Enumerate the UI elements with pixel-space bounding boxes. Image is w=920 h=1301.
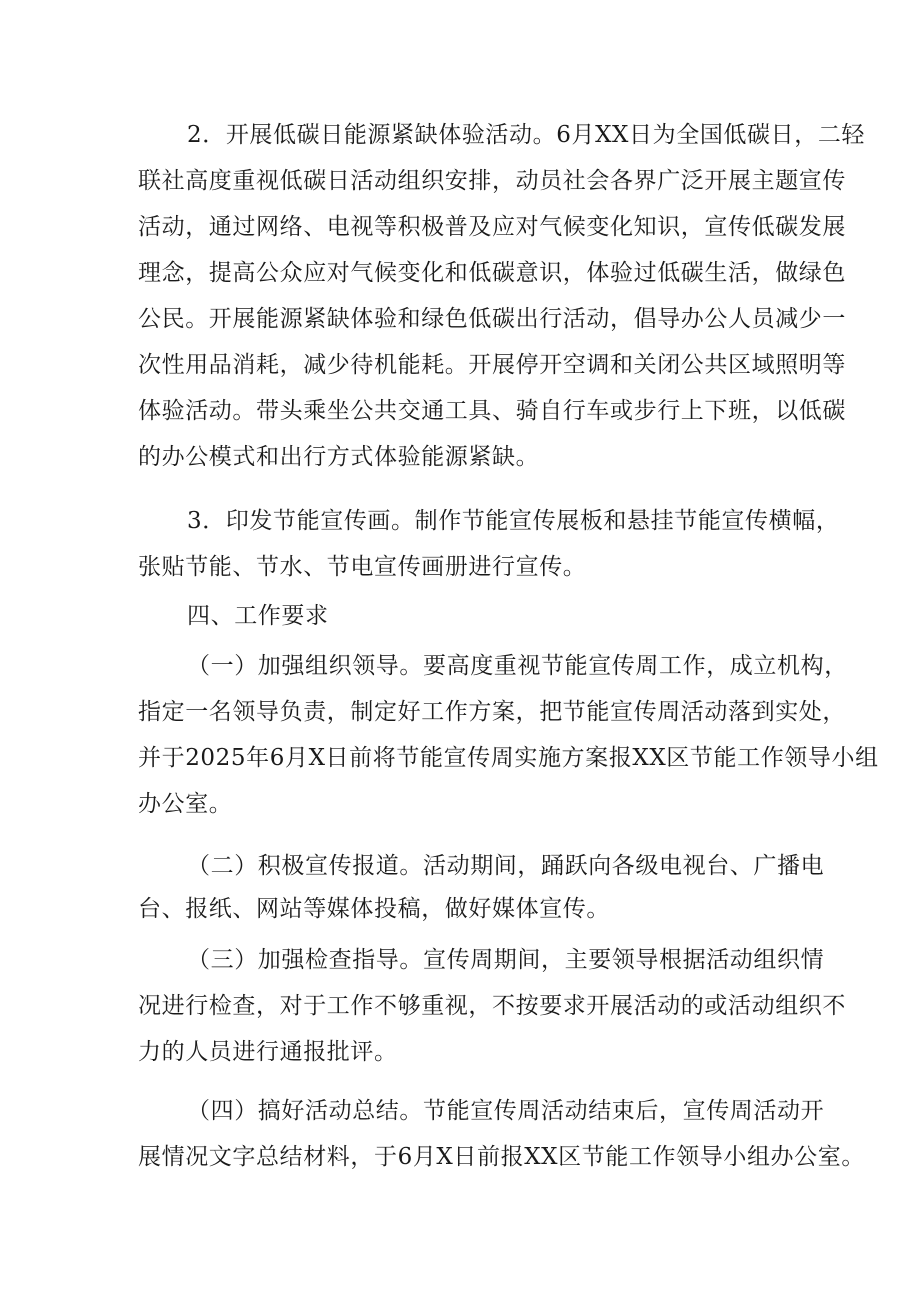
text-line: 3．印发节能宣传画。制作节能宣传展板和悬挂节能宣传横幅， [187,508,840,534]
text-line: 展情况文字总结材料，于6月X日前报XX区节能工作领导小组办公室。 [138,1144,865,1170]
text-line: 联社高度重视低碳日活动组织安排，动员社会各界广泛开展主题宣传 [138,168,846,194]
text-line: 台、报纸、网站等媒体投稿，做好媒体宣传。 [138,896,610,922]
text-line: （一）加强组织领导。要高度重视节能宣传周工作，成立机构， [187,653,848,679]
text-line: 指定一名领导负责，制定好工作方案，把节能宣传周活动落到实处， [138,699,846,725]
text-line: 2．开展低碳日能源紧缺体验活动。6月XX日为全国低碳日，二轻 [187,122,866,148]
text-line: （四）搞好活动总结。节能宣传周活动结束后，宣传周活动开 [187,1098,825,1124]
text-line: 体验活动。带头乘坐公共交通工具、骑自行车或步行上下班，以低碳 [138,398,846,424]
text-line: 况进行检查，对于工作不够重视，不按要求开展活动的或活动组织不 [138,993,846,1019]
section-title: 四、工作要求 [187,603,329,629]
text-line: 办公室。 [138,791,233,817]
text-line: （二）积极宣传报道。活动期间，踊跃向各级电视台、广播电 [187,853,825,879]
text-line: 力的人员进行通报批评。 [138,1039,398,1065]
text-line: 张贴节能、节水、节电宣传画册进行宣传。 [138,554,587,580]
text-line: 公民。开展能源紧缺体验和绿色低碳出行活动，倡导办公人员减少一 [138,306,846,332]
text-line: 并于2025年6月X日前将节能宣传周实施方案报XX区节能工作领导小组 [138,745,879,771]
text-line: 理念，提高公众应对气候变化和低碳意识，体验过低碳生活，做绿色 [138,260,846,286]
text-line: 次性用品消耗，减少待机能耗。开展停开空调和关闭公共区域照明等 [138,352,846,378]
text-line: 的办公模式和出行方式体验能源紧缺。 [138,444,540,470]
text-line: （三）加强检查指导。宣传周期间，主要领导根据活动组织情 [187,947,825,973]
text-line: 活动，通过网络、电视等积极普及应对气候变化知识，宣传低碳发展 [138,214,846,240]
